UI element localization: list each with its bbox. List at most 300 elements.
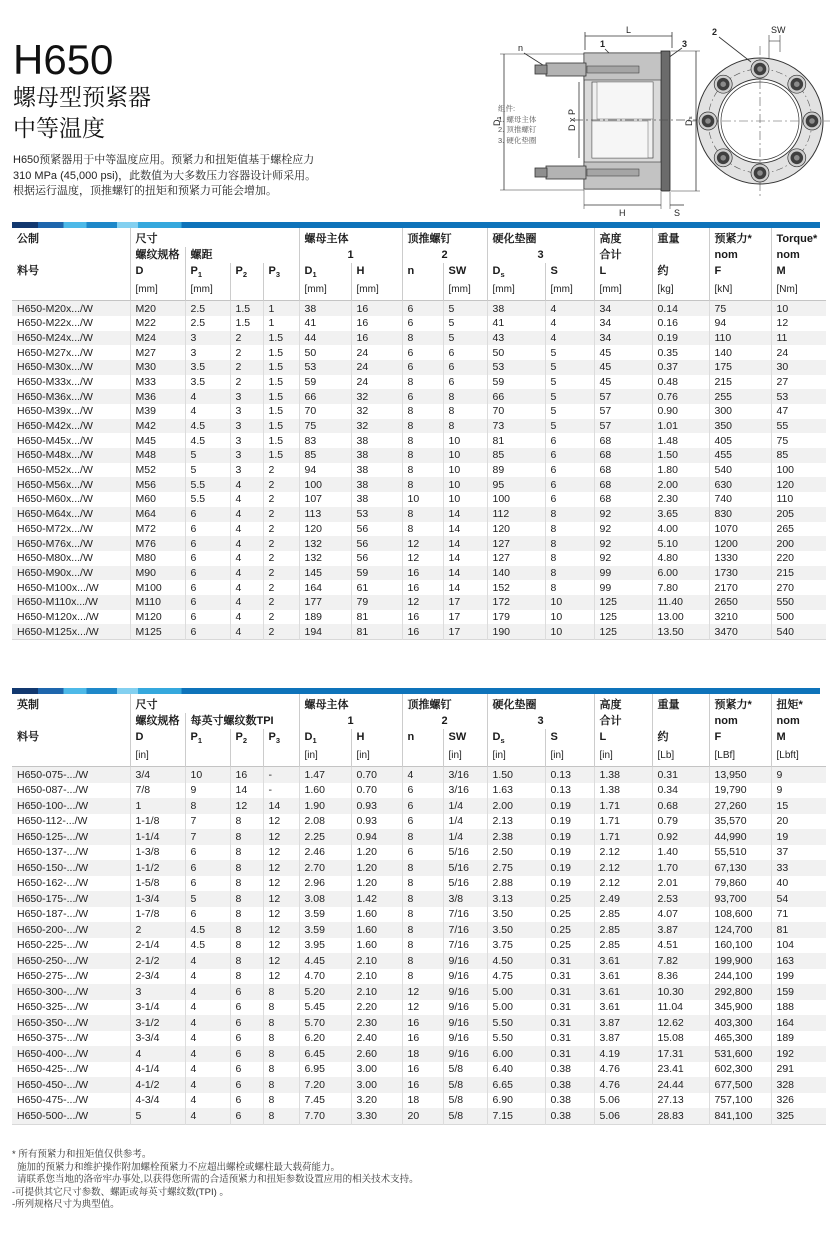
value-cell: 8 [402,829,443,845]
part-number-cell: H650-M27x.../W [17,346,93,359]
value-cell: 3.50 [487,907,545,923]
value-cell: 2 [263,522,299,537]
value-cell: 3/16 [443,767,487,783]
value-cell: 95 [487,477,545,492]
value-cell: 0.31 [545,969,594,985]
value-cell: 45 [594,345,652,360]
table-row [12,1015,826,1031]
value-cell: 190 [487,624,545,639]
value-cell: 189 [299,610,351,625]
value-cell: 1-1/2 [130,860,185,876]
part-number-cell: H650-137-.../W [17,846,89,859]
value-cell: 2.10 [351,953,402,969]
table-row [12,595,826,610]
value-cell: 0.38 [545,1077,594,1093]
table-row [12,1062,826,1078]
value-cell: 2 [230,345,263,360]
value-cell: M120 [130,610,185,625]
value-cell: 244,100 [709,969,771,985]
value-cell: 0.93 [351,814,402,830]
value-cell: 6 [185,860,230,876]
table-row [12,463,826,478]
part-number-cell: H650-150-.../W [17,861,89,874]
value-cell: 5/8 [443,1108,487,1124]
value-cell: 127 [487,551,545,566]
value-cell: 45 [594,375,652,390]
value-cell: 5/8 [443,1062,487,1078]
value-cell: 9 [771,767,826,783]
value-cell: 1.90 [299,798,351,814]
value-cell: 13.50 [652,624,709,639]
value-cell: 10 [771,301,826,316]
value-cell: 7/8 [130,783,185,799]
value-cell: 44 [299,331,351,346]
value-cell: 2.13 [487,814,545,830]
description [13,153,473,200]
component-number: 1 [299,713,402,729]
value-cell: 0.25 [545,938,594,954]
value-cell: 66 [487,389,545,404]
table-row [12,448,826,463]
value-cell: 14 [443,551,487,566]
value-cell: 20 [402,1108,443,1124]
value-cell: 841,100 [709,1108,771,1124]
value-cell: 3/8 [443,891,487,907]
value-cell: 5 [185,463,230,478]
value-cell: 175 [709,360,771,375]
value-cell: 8 [230,969,263,985]
value-cell: 5 [545,375,594,390]
column-header: $D_1$ [in] [299,729,351,767]
value-cell: 2.01 [652,876,709,892]
value-cell: M27 [130,345,185,360]
value-cell: 830 [709,507,771,522]
dim-label-2: 2 [712,27,718,37]
table-row [12,610,826,625]
value-cell: 9 [185,783,230,799]
value-cell: M42 [130,419,185,434]
unit-system-label: 公制 [17,233,39,245]
value-cell: 81 [487,433,545,448]
value-cell: 2 [263,595,299,610]
imperial-table-body [12,767,826,1125]
value-cell: 8 [230,814,263,830]
value-cell: 2 [263,610,299,625]
value-cell: 56 [351,536,402,551]
value-cell: 1.20 [351,860,402,876]
value-cell: 8 [402,463,443,478]
value-cell: 33 [771,860,826,876]
table-row [12,767,826,783]
part-number-cell: H650-500-.../W [17,1109,89,1122]
value-cell: 6 [402,389,443,404]
table-row [12,375,826,390]
value-cell: 2.88 [487,876,545,892]
value-cell: 17 [443,610,487,625]
value-cell: 2.50 [487,845,545,861]
value-cell: 2 [263,477,299,492]
column-header: n [402,729,443,767]
value-cell: 6.45 [299,1046,351,1062]
value-cell: 4 [185,1046,230,1062]
value-cell: 1.5 [263,404,299,419]
part-number-cell: H650-225-.../W [17,939,89,952]
value-cell: 6 [230,1015,263,1031]
dim-label-L: L [626,25,632,35]
column-header: D [in] [130,729,185,767]
value-cell: 1-3/4 [130,891,185,907]
group-nut-body: 螺母主体 [299,694,402,713]
column-header: $D_1$ [mm] [299,263,351,301]
value-cell: 14 [263,798,299,814]
part-number-cell: H650-M125x.../W [17,625,99,638]
metric-table-body [12,301,826,640]
table-row [12,814,826,830]
column-header: SW [mm] [443,263,487,301]
value-cell: 0.70 [351,767,402,783]
column-header: $D_s$ [mm] [487,263,545,301]
value-cell: 1.38 [594,783,652,799]
value-cell: 1.50 [652,448,709,463]
value-cell: 1.5 [230,301,263,316]
column-header: L [in] [594,729,652,767]
value-cell: 292,800 [709,984,771,1000]
value-cell: M80 [130,551,185,566]
value-cell: 13.00 [652,610,709,625]
value-cell: 1-7/8 [130,907,185,923]
value-cell: 5 [130,1108,185,1124]
value-cell: 160,100 [709,938,771,954]
value-cell: 1 [263,301,299,316]
value-cell: 24 [351,345,402,360]
value-cell: 189 [771,1031,826,1047]
value-cell: 6 [185,624,230,639]
value-cell: 0.37 [652,360,709,375]
value-cell: 2.12 [594,876,652,892]
value-cell: 255 [709,389,771,404]
value-cell: 14 [443,580,487,595]
value-cell: 8 [263,1000,299,1016]
value-cell: 8 [230,922,263,938]
value-cell: 14 [443,566,487,581]
column-header: $P_1$ [185,729,230,767]
value-cell: 34 [594,316,652,331]
value-cell: 9 [771,783,826,799]
value-cell: 107 [299,492,351,507]
part-number-cell: H650-M20x.../W [17,302,93,315]
column-header: L [mm] [594,263,652,301]
value-cell: 100 [487,492,545,507]
value-cell: 4 [185,1093,230,1109]
value-cell: - [263,783,299,799]
value-cell: 1-1/4 [130,829,185,845]
value-cell: 3 [130,984,185,1000]
part-number-cell: H650-M33x.../W [17,375,93,388]
value-cell: 4.07 [652,907,709,923]
value-cell: 125 [594,624,652,639]
value-cell: 12 [402,536,443,551]
value-cell: 2.10 [351,969,402,985]
value-cell: 6 [443,360,487,375]
value-cell: 4 [185,1062,230,1078]
table-row [12,1046,826,1062]
value-cell: 47 [771,404,826,419]
value-cell: 68 [594,448,652,463]
value-cell: 5/16 [443,845,487,861]
value-cell: 2 [230,331,263,346]
value-cell: 6 [402,316,443,331]
value-cell: 4.5 [185,433,230,448]
description-line: 根据运行温度，顶推螺钉的扭矩和预紧力可能会增加。 [13,185,277,197]
value-cell: 1.60 [299,783,351,799]
value-cell: 8 [545,507,594,522]
value-cell: 350 [709,419,771,434]
value-cell: 50 [487,345,545,360]
value-cell: M30 [130,360,185,375]
table-row [12,876,826,892]
value-cell: 1.80 [652,463,709,478]
value-cell: 140 [487,566,545,581]
value-cell: 6 [185,551,230,566]
table-row [12,1108,826,1124]
value-cell: 1200 [709,536,771,551]
value-cell: 37 [771,845,826,861]
value-cell: 38 [351,492,402,507]
value-cell: 8 [402,907,443,923]
value-cell: 16 [351,301,402,316]
value-cell: 17.31 [652,1046,709,1062]
value-cell: 4 [402,767,443,783]
value-cell: 5.00 [487,1000,545,1016]
part-number-cell: H650-125-.../W [17,830,89,843]
group-height: 高度 [594,228,652,247]
value-cell: 1 [130,798,185,814]
value-cell: 16 [402,624,443,639]
value-cell: 27,260 [709,798,771,814]
value-cell: 205 [771,507,826,522]
value-cell: 12 [263,969,299,985]
value-cell: 10.30 [652,984,709,1000]
value-cell: 10 [443,492,487,507]
table-row [12,845,826,861]
value-cell: 7 [185,814,230,830]
value-cell: 53 [351,507,402,522]
subhead-pitch: 螺距 [185,247,299,263]
value-cell: 325 [771,1108,826,1124]
value-cell: 4 [230,624,263,639]
value-cell: 3/16 [443,783,487,799]
value-cell: 1-1/8 [130,814,185,830]
value-cell: 113 [299,507,351,522]
value-cell: 10 [443,433,487,448]
value-cell: 4 [185,1108,230,1124]
part-number-cell: H650-M100x.../W [17,581,99,594]
metric-table-section [12,222,820,640]
value-cell: 120 [299,522,351,537]
value-cell: 8 [185,798,230,814]
value-cell: 8 [230,938,263,954]
value-cell: 8 [402,953,443,969]
value-cell: 4.19 [594,1046,652,1062]
value-cell: 4.45 [299,953,351,969]
value-cell: 5 [443,331,487,346]
value-cell: 27 [771,375,826,390]
dim-label-H: H [619,208,626,218]
value-cell: 6 [545,492,594,507]
value-cell: 8 [263,1108,299,1124]
value-cell: 70 [487,404,545,419]
value-cell: 30 [771,360,826,375]
part-number-cell: H650-350-.../W [17,1016,89,1029]
value-cell: 28.83 [652,1108,709,1124]
value-cell: 3.08 [299,891,351,907]
table-row [12,301,826,316]
value-cell: 4 [185,404,230,419]
value-cell: 0.68 [652,798,709,814]
value-cell: 125 [594,610,652,625]
footnotes [12,1149,419,1212]
value-cell: 4.70 [299,969,351,985]
value-cell: 6 [402,301,443,316]
value-cell: 1.5 [263,360,299,375]
table-row [12,829,826,845]
value-cell: 67,130 [709,860,771,876]
value-cell: 4.5 [185,938,230,954]
value-cell: 8 [545,580,594,595]
value-cell: 40 [771,876,826,892]
value-cell: 12 [263,891,299,907]
value-cell: 12 [263,845,299,861]
value-cell: 1.5 [263,345,299,360]
value-cell: 2.30 [351,1015,402,1031]
value-cell: 5 [185,891,230,907]
part-number-cell: H650-375-.../W [17,1032,89,1045]
value-cell: 8 [402,448,443,463]
value-cell: 0.19 [545,845,594,861]
part-number-cell: H650-325-.../W [17,1001,89,1014]
part-number-cell: H650-275-.../W [17,970,89,983]
value-cell: 0.13 [545,767,594,783]
table-row [12,433,826,448]
value-cell: 3.61 [594,953,652,969]
value-cell: 2.20 [351,1000,402,1016]
value-cell: 57 [594,389,652,404]
value-cell: 93,700 [709,891,771,907]
value-cell: 677,500 [709,1077,771,1093]
value-cell: 2.60 [351,1046,402,1062]
value-cell: 16 [351,331,402,346]
dim-label-D1: D₁ [492,116,502,126]
value-cell: 159 [771,984,826,1000]
value-cell: 4.76 [594,1062,652,1078]
value-cell: 0.19 [545,829,594,845]
description-line: H650预紧器用于中等温度应用。预紧力和扭矩值基于螺栓应力 [13,154,315,166]
column-header: 约 [Lb] [652,729,709,767]
value-cell: M76 [130,536,185,551]
value-cell: 2650 [709,595,771,610]
product-diagram [488,22,830,220]
value-cell: 2 [263,463,299,478]
value-cell: 3.20 [351,1093,402,1109]
value-cell: 7/16 [443,922,487,938]
value-cell: 10 [545,595,594,610]
value-cell: 10 [185,767,230,783]
value-cell: 4.50 [487,953,545,969]
value-cell: 6 [443,345,487,360]
table-row [12,345,826,360]
value-cell: 0.19 [545,814,594,830]
value-cell: 6 [230,1062,263,1078]
value-cell: 3 [230,448,263,463]
value-cell: 56 [351,551,402,566]
value-cell: 8 [230,876,263,892]
subhead-nom: nom [771,247,826,263]
table-row [12,938,826,954]
component-number: 3 [487,713,594,729]
value-cell: 24 [351,360,402,375]
subhead-nom: nom [771,713,826,729]
table-row [12,404,826,419]
value-cell: 465,300 [709,1031,771,1047]
value-cell: 1.5 [263,448,299,463]
value-cell: 3 [230,419,263,434]
part-number-cell: H650-087-.../W [17,784,89,797]
value-cell: 5/16 [443,876,487,892]
value-cell: 1.40 [652,845,709,861]
value-cell: 12 [263,860,299,876]
value-cell: 4 [130,1046,185,1062]
value-cell: 3210 [709,610,771,625]
value-cell: 0.90 [652,404,709,419]
group-torque: 扭矩* [771,694,826,713]
page-title: H650 [13,36,114,83]
value-cell: 1.60 [351,938,402,954]
table-row [12,891,826,907]
value-cell: 10 [402,492,443,507]
value-cell: 300 [709,404,771,419]
value-cell: 50 [299,345,351,360]
value-cell: 15 [771,798,826,814]
group-hard-washer: 硬化垫圈 [487,694,594,713]
value-cell: 3.87 [652,922,709,938]
value-cell: 188 [771,1000,826,1016]
part-number-cell: H650-M30x.../W [17,361,93,374]
value-cell: 4-1/2 [130,1077,185,1093]
value-cell: 6.95 [299,1062,351,1078]
value-cell: 8 [402,891,443,907]
value-cell: 8 [402,922,443,938]
value-cell: 5.45 [299,1000,351,1016]
value-cell: 540 [709,463,771,478]
value-cell: 0.31 [652,767,709,783]
value-cell: 55,510 [709,845,771,861]
value-cell: 6.00 [487,1046,545,1062]
value-cell: 3.61 [594,984,652,1000]
value-cell: 1/4 [443,814,487,830]
value-cell: 8 [263,1077,299,1093]
value-cell: 0.48 [652,375,709,390]
value-cell: M72 [130,522,185,537]
value-cell: 3/4 [130,767,185,783]
value-cell: 0.31 [545,984,594,1000]
value-cell: 14 [230,783,263,799]
value-cell: 4 [185,1000,230,1016]
value-cell: 2 [263,566,299,581]
table-row [12,522,826,537]
value-cell: 6 [185,595,230,610]
value-cell: 6 [230,984,263,1000]
value-cell: 38 [351,463,402,478]
